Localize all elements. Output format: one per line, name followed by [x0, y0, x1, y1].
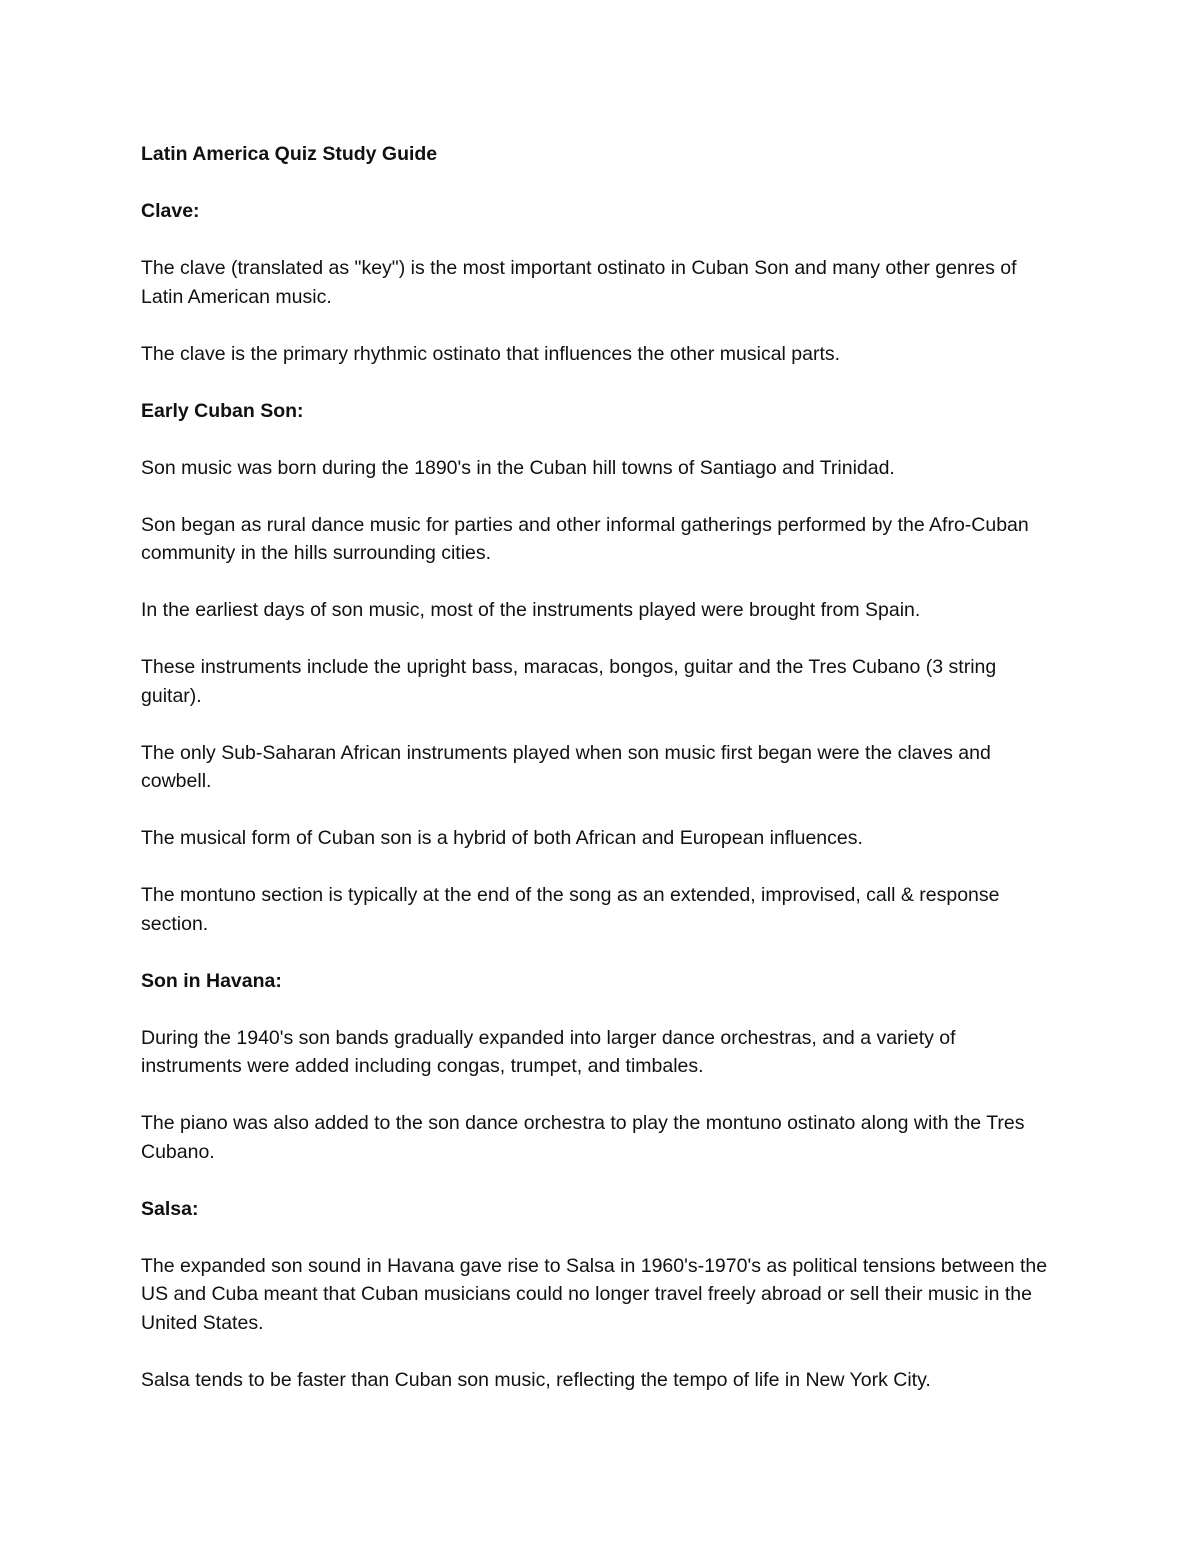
paragraph: The piano was also added to the son dance orchestra to play the montuno ostinato along with the Tres Cubano.: [141, 1112, 1025, 1163]
paragraph: The musical form of Cuban son is a hybrid of both African and European influences.: [141, 827, 863, 849]
paragraph: Salsa tends to be faster than Cuban son music, reflecting the tempo of life in New York City.: [141, 1368, 931, 1391]
document-page: [141, 140, 1056, 1394]
section-heading: Salsa:: [141, 1197, 199, 1220]
document-title: Latin America Quiz Study Guide: [141, 143, 438, 165]
paragraph: The clave is the primary rhythmic ostinato that influences the other musical parts.: [141, 342, 841, 365]
paragraph: During the 1940's son bands gradually expanded into larger dance orchestras, and a variety of instruments were added including congas, trumpet, and timbales.: [141, 1026, 956, 1077]
section-heading: Early Cuban Son:: [141, 399, 304, 422]
paragraph: The montuno section is typically at the end of the song as an extended, improvised, call & response section.: [141, 884, 1000, 935]
paragraph: The expanded son sound in Havana gave rise to Salsa in 1960's-1970's as political tensions between the US and Cuba meant that Cuban musicians could no longer travel freely abroad or sell their music in the United States.: [141, 1254, 1048, 1334]
section-heading: Clave:: [141, 200, 200, 222]
section-son-in-havana: [141, 967, 1056, 1167]
section-heading: Son in Havana:: [141, 969, 282, 992]
section-salsa: [141, 1195, 1056, 1395]
paragraph: The only Sub-Saharan African instruments played when son music first began were the claves and cowbell.: [141, 741, 991, 792]
paragraph: The clave (translated as "key") is the most important ostinato in Cuban Son and many other genres of Latin American music.: [141, 257, 1017, 308]
paragraph: Son began as rural dance music for parties and other informal gatherings performed by the Afro-Cuban community in the hills surrounding cities.: [141, 513, 1029, 564]
section-early-cuban-son: [141, 397, 1056, 939]
paragraph: Son music was born during the 1890's in the Cuban hill towns of Santiago and Trinidad.: [141, 456, 895, 479]
paragraph: In the earliest days of son music, most of the instruments played were brought from Spain.: [141, 599, 921, 621]
section-clave: [141, 197, 1056, 368]
paragraph: These instruments include the upright bass, maracas, bongos, guitar and the Tres Cubano (3 string guitar).: [141, 656, 997, 707]
